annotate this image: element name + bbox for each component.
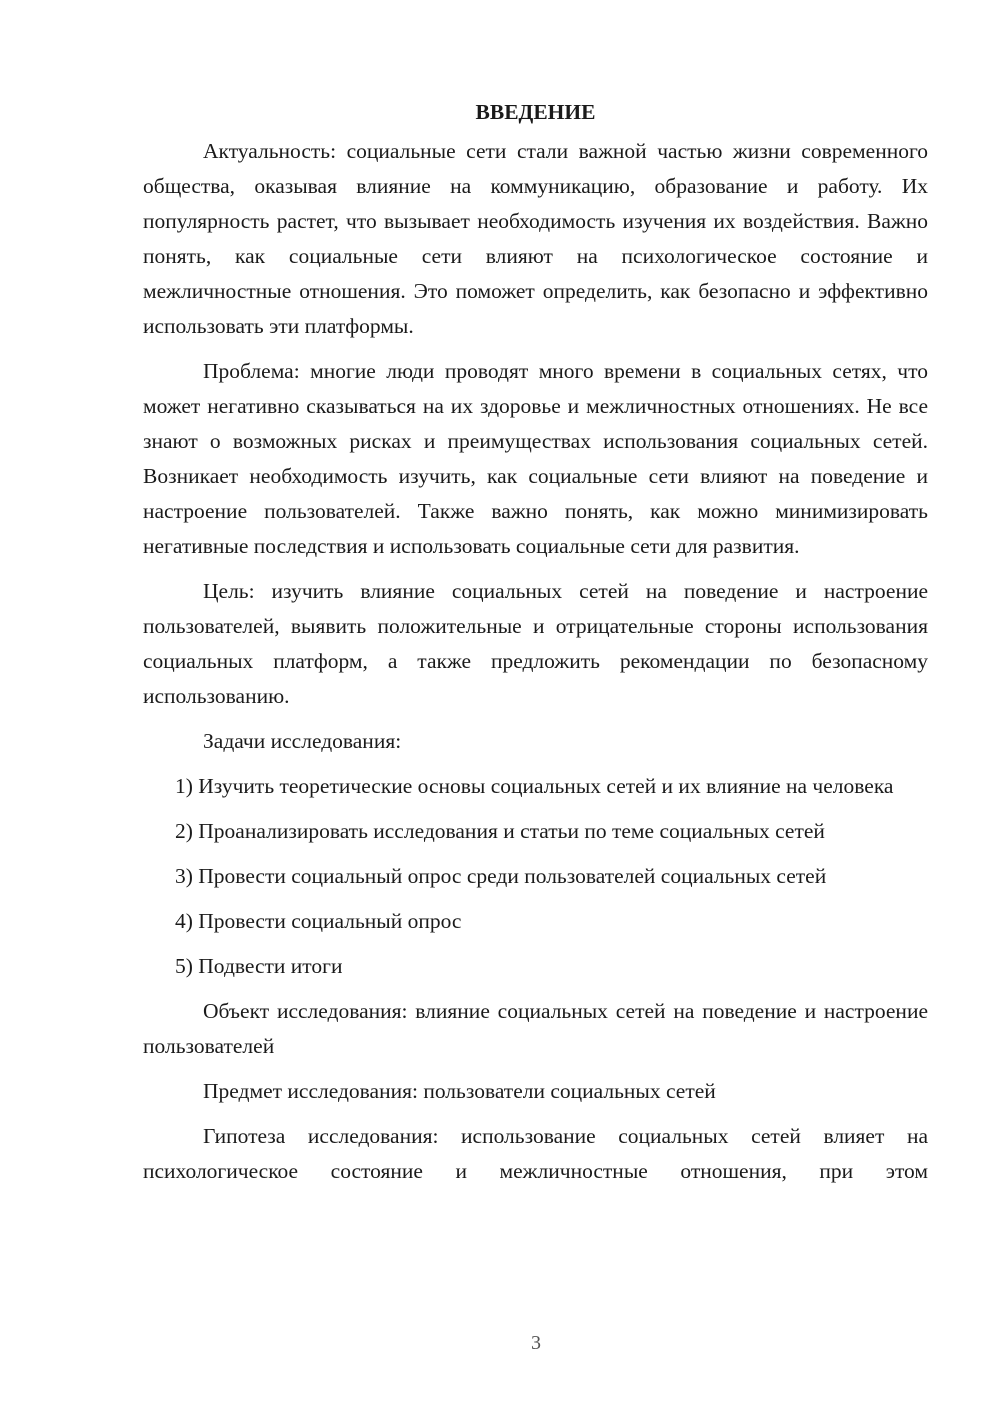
section-title: ВВЕДЕНИЕ (475, 100, 596, 124)
paragraph-problem: Проблема: многие люди проводят много времени в социальных сетях, что может негативно сказываться на их здоровье и межличностных отношениях. Не все знают о возможных рисках и преимуществах использования социальных сетей. Возникает необходимость изучить, как социальные сети влияют на поведение и настроение пользователей. Также важно понять, как можно минимизировать негативные последствия и использовать социальные сети для развития. (143, 359, 928, 558)
paragraph-hypothesis: Гипотеза исследования: использование социальных сетей влияет на психологическое состояние и межличностные отношения, при этом (143, 1124, 928, 1183)
task-item-2: 2) Проанализировать исследования и статьи по теме социальных сетей (175, 819, 825, 843)
paragraph-object: Объект исследования: влияние социальных сетей на поведение и настроение пользователей (143, 999, 928, 1058)
paragraph-subject: Предмет исследования: пользователи социальных сетей (203, 1079, 716, 1103)
paragraph-goal: Цель: изучить влияние социальных сетей на поведение и настроение пользователей, выявить положительные и отрицательные стороны использования социальных платформ, а также предложить рекомендации по безопасному использованию. (143, 579, 928, 708)
page-number: 3 (531, 1332, 541, 1354)
task-item-5: 5) Подвести итоги (175, 954, 343, 978)
paragraph-relevance: Актуальность: социальные сети стали важной частью жизни современного общества, оказывая влияние на коммуникацию, образование и работу. Их популярность растет, что вызывает необходимость изучения их воздействия. Важно понять, как социальные сети влияют на психологическое состояние и межличностные отношения. Это поможет определить, как безопасно и эффективно использовать эти платформы. (143, 139, 928, 338)
task-item-1: 1) Изучить теоретические основы социальных сетей и их влияние на человека (175, 774, 894, 798)
tasks-heading: Задачи исследования: (203, 729, 402, 753)
task-item-4: 4) Провести социальный опрос (175, 909, 462, 933)
document-page (143, 95, 928, 1199)
task-item-3: 3) Провести социальный опрос среди пользователей социальных сетей (175, 864, 827, 888)
